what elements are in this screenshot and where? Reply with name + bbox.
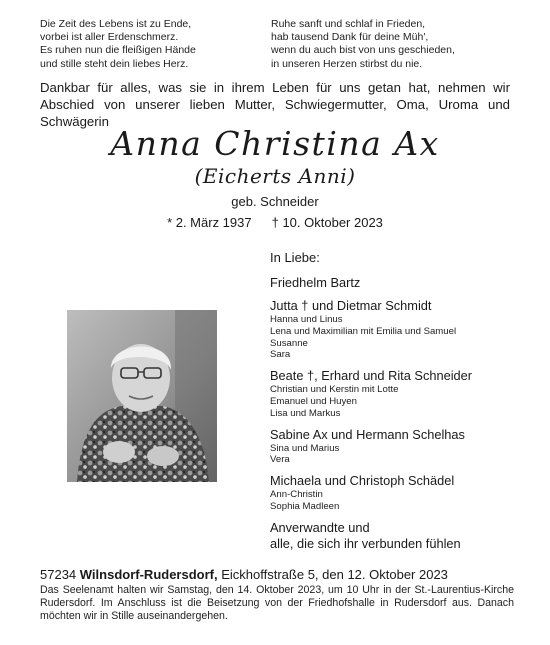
family-member: Christian und Kerstin mit Lotte <box>270 384 399 396</box>
closing-relatives: Anverwandte und <box>270 519 370 535</box>
family-member: Lisa und Markus <box>270 407 341 419</box>
family-group <box>270 427 520 467</box>
family-list <box>270 250 520 553</box>
family-member: Lena und Maximilian mit Emilia und Samuel <box>270 325 457 337</box>
poem-right <box>271 18 511 71</box>
footer-street-date: Eickhoffstraße 5, den 12. Oktober 2023 <box>221 567 448 582</box>
family-group <box>270 298 520 361</box>
family-member: Sara <box>270 349 291 361</box>
birth-date: * 2. März 1937 <box>167 215 252 230</box>
family-group-head: Jutta † und Dietmar Schmidt <box>270 298 432 313</box>
footer-zip: 57234 <box>40 567 77 582</box>
family-group-head: Sabine Ax und Hermann Schelhas <box>270 426 465 442</box>
family-group-head: Friedhelm Bartz <box>270 275 361 290</box>
family-group <box>270 275 520 291</box>
maiden-name: geb. Schneider <box>231 194 319 209</box>
family-group-head: Michaela und Christoph Schädel <box>270 473 455 489</box>
family-member: Sophia Madleen <box>270 500 340 512</box>
poem-right-line: in unseren Herzen stirbst du nie. <box>271 57 423 70</box>
intro-text: Dankbar für alles, was sie in ihrem Leben für uns getan hat, nehmen wir Abschied von unserer lieben Mutter, Schwiegermutter, Oma, Uroma und Schwägerin <box>40 80 510 129</box>
funeral-details: Das Seelenamt halten wir Samstag, den 14. Oktober 2023, um 10 Uhr in der St.-Laurentius-Kirche Rudersdorf. Im Anschluss ist die Beisetzung von der Friedhofshalle in Rudersdorf aus. Danach möchten wir in Stille auseinandergehen. <box>40 584 514 623</box>
poem-left-line: Es ruhen nun die fleißigen Hände <box>40 44 196 57</box>
family-member: Sina und Marius <box>270 442 340 454</box>
poem-left <box>40 18 270 71</box>
poem-left-line: vorbei ist aller Erdenschmerz. <box>40 31 179 44</box>
family-group-head: Beate †, Erhard und Rita Schneider <box>270 368 473 384</box>
family-group <box>270 368 520 419</box>
family-member: Ann-Christin <box>270 489 323 501</box>
portrait-photo <box>67 310 217 482</box>
portrait-image <box>67 310 217 482</box>
poem-right-line: Ruhe sanft und schlaf in Frieden, <box>271 18 426 30</box>
poem-right-line: wenn du auch bist von uns geschieden, <box>271 44 455 57</box>
footer-address <box>40 567 520 583</box>
family-member: Susanne <box>270 337 308 349</box>
poem-right-line: hab tausend Dank für deine Müh', <box>271 31 429 44</box>
poem-left-line: und stille steht dein liebes Herz. <box>40 57 189 70</box>
family-member: Hanna und Linus <box>270 314 343 325</box>
closing-friends: alle, die sich ihr verbunden fühlen <box>270 536 461 552</box>
life-dates <box>0 215 550 230</box>
deceased-name: Anna Christina Ax <box>110 124 440 163</box>
poem-left-line: Die Zeit des Lebens ist zu Ende, <box>40 18 192 30</box>
footer-town: Wilnsdorf-Rudersdorf, <box>79 567 218 582</box>
death-date: † 10. Oktober 2023 <box>271 215 383 230</box>
family-member: Vera <box>270 454 290 466</box>
family-group <box>270 473 520 513</box>
family-member: Emanuel und Huyen <box>270 395 357 407</box>
deceased-nickname: (Eicherts Anni) <box>194 164 356 188</box>
family-label: In Liebe: <box>270 250 320 265</box>
